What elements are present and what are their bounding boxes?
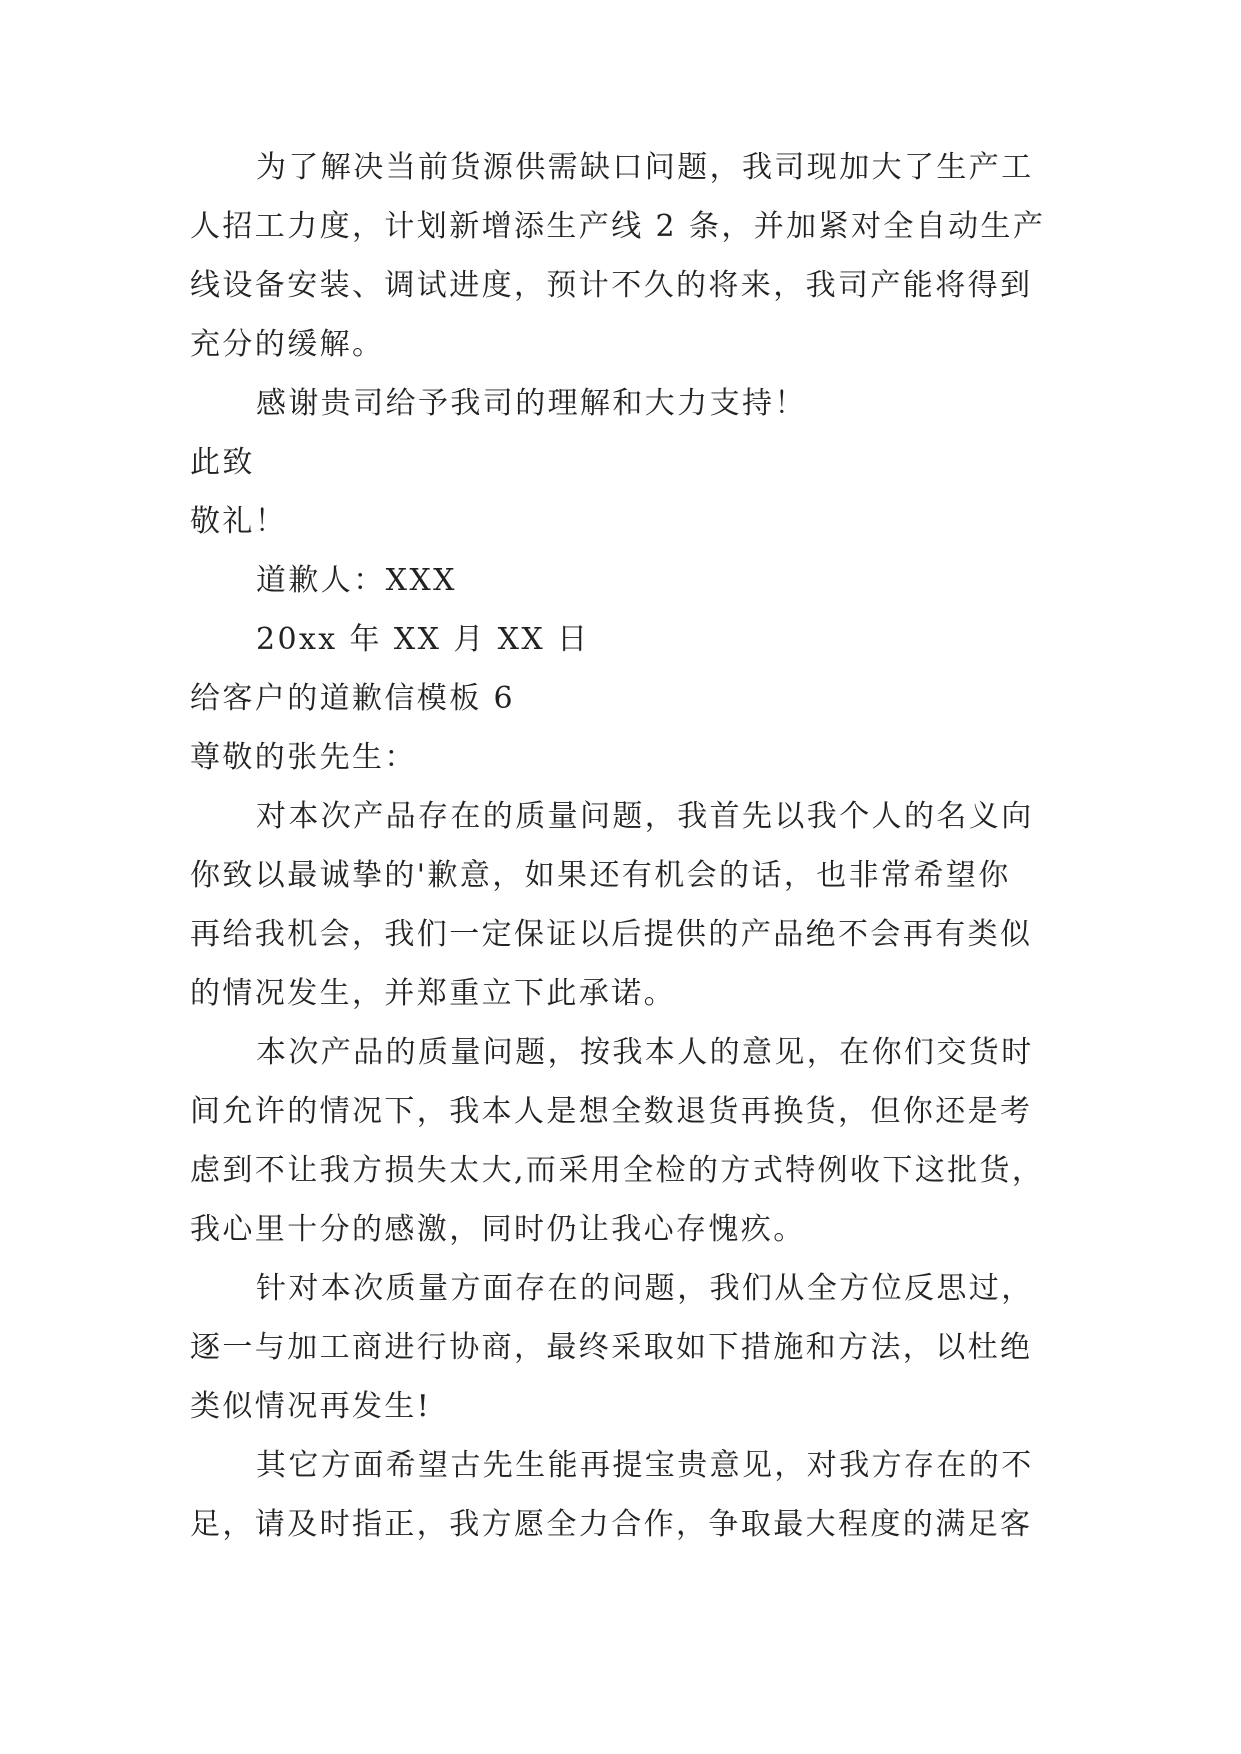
paragraph-line: 你致以最诚挚的'歉意，如果还有机会的话，也非常希望你 — [190, 858, 1011, 893]
paragraph-line: 人招工力度，计划新增添生产线 2 条，并加紧对全自动生产 — [190, 209, 1046, 244]
paragraph-line: 为了解决当前货源供需缺口问题，我司现加大了生产工 — [256, 150, 1034, 185]
paragraph-line: 充分的缓解。 — [190, 327, 385, 362]
date-line: 20xx 年 XX 月 XX 日 — [256, 622, 590, 657]
paragraph-line: 的情况发生，并郑重立下此承诺。 — [190, 976, 676, 1011]
paragraph-line: 逐一与加工商进行协商，最终采取如下措施和方法，以杜绝 — [190, 1330, 1033, 1365]
salutation: 尊敬的张先生： — [190, 740, 417, 775]
paragraph-line: 间允许的情况下，我本人是想全数退货再换货，但你还是考 — [190, 1094, 1033, 1129]
paragraph-line: 类似情况再发生! — [190, 1389, 432, 1424]
paragraph-line: 线设备安装、调试进度，预计不久的将来，我司产能将得到 — [190, 268, 1033, 303]
paragraph-line: 我心里十分的感激，同时仍让我心存愧疚。 — [190, 1212, 806, 1247]
paragraph-line: 对本次产品存在的质量问题，我首先以我个人的名义向 — [256, 799, 1034, 834]
document-body — [190, 138, 1050, 1554]
closing-line-2: 敬礼！ — [190, 504, 288, 539]
paragraph-line: 足，请及时指正，我方愿全力合作，争取最大程度的满足客 — [190, 1507, 1033, 1542]
template-title: 给客户的道歉信模板 6 — [190, 681, 516, 716]
paragraph-line: 其它方面希望古先生能再提宝贵意见，对我方存在的不 — [256, 1448, 1034, 1483]
paragraph-line: 本次产品的质量问题，按我本人的意见，在你们交货时 — [256, 1035, 1034, 1070]
signer-line: 道歉人：XXX — [256, 563, 457, 598]
paragraph-line: 针对本次质量方面存在的问题，我们从全方位反思过， — [256, 1271, 1034, 1306]
thanks-line: 感谢贵司给予我司的理解和大力支持！ — [256, 386, 807, 421]
paragraph-line: 再给我机会，我们一定保证以后提供的产品绝不会再有类似 — [190, 917, 1033, 952]
closing-line-1: 此致 — [190, 445, 255, 480]
paragraph-line: 虑到不让我方损失太大,而采用全检的方式特例收下这批货， — [190, 1153, 1045, 1188]
